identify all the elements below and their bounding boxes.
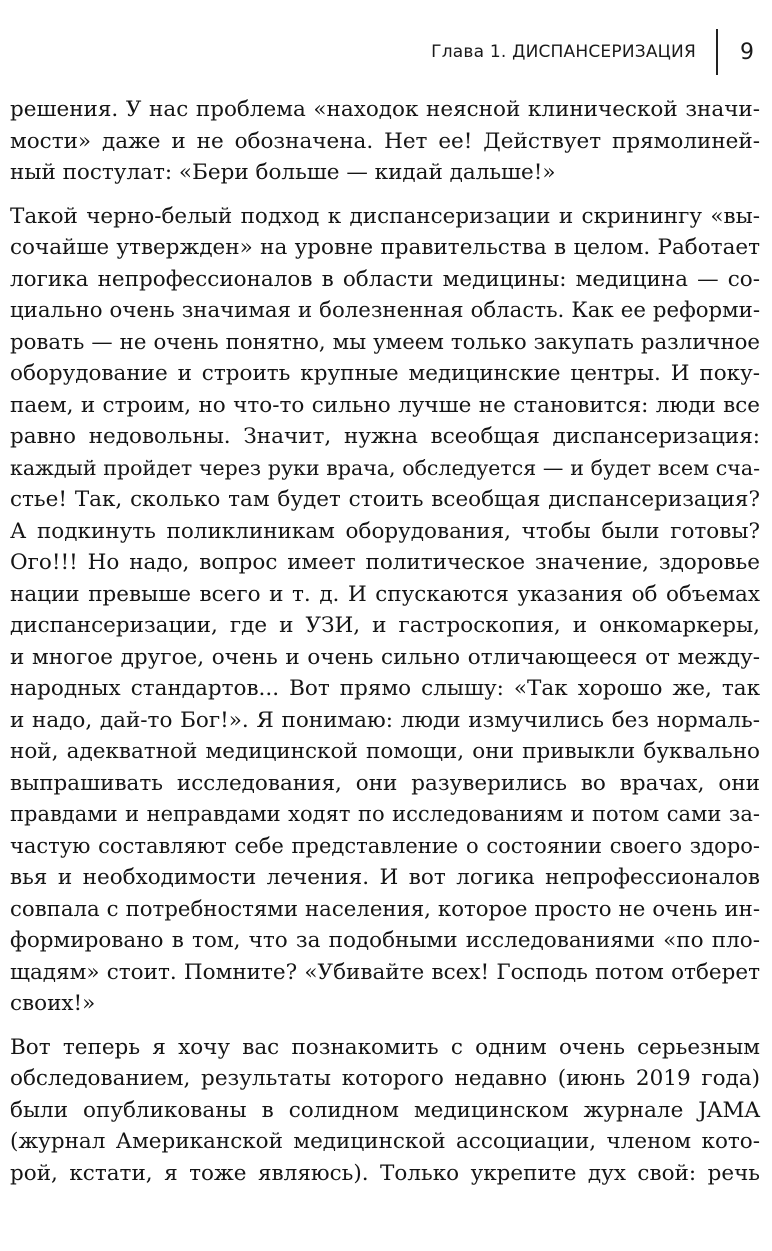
text-line: и многое другое, очень и очень сильно отличающееся от между-: [10, 644, 760, 670]
text-line: каждый пройдет через руки врача, обследуется — и будет всем сча-: [10, 455, 760, 480]
text-line: правдами и неправдами ходят по исследованиям и потом сами за-: [10, 802, 760, 826]
text-line: обследованием, результаты которого недавно (июнь 2019 года): [10, 1066, 760, 1091]
text-line: сочайше утвержден» на уровне правительства в целом. Работает: [10, 235, 760, 260]
text-line: нации превыше всего и т. д. И спускаются указания об объемах: [10, 581, 760, 607]
text-line: Ого!!! Но надо, вопрос имеет политическое значение, здоровье: [10, 550, 760, 575]
text-line: А подкинуть поликлиникам оборудования, чтобы были готовы?: [10, 518, 760, 544]
text-line: вья и необходимости лечения. И вот логика непрофессионалов: [10, 865, 760, 890]
text-line: логика непрофессионалов в области медицины: медицина — со-: [10, 266, 760, 292]
text-line: циально очень значимая и болезненная область. Как ее реформи-: [10, 298, 760, 323]
text-line: оборудование и строить крупные медицинские центры. И поку-: [10, 361, 760, 386]
text-line: Вот теперь я хочу вас познакомить с одним очень серьезным: [10, 1034, 760, 1060]
text-line: равно недовольны. Значит, нужна всеобщая диспансеризация:: [10, 424, 760, 449]
text-line: выпрашивать исследования, они разуверились во врачах, они: [10, 770, 760, 796]
chapter-title: Глава 1. ДИСПАНСЕРИЗАЦИЯ: [431, 42, 696, 62]
text-line: ной, адекватной медицинской помощи, они привыкли буквально: [10, 739, 760, 764]
text-line: диспансеризации, где и УЗИ, и гастроскопия, и онкомаркеры,: [10, 613, 760, 638]
text-line: решения. У нас проблема «находок неясной клинической значи-: [10, 97, 760, 122]
paragraph: [10, 94, 760, 189]
text-line: щадям» стоит. Помните? «Убивайте всех! Господь потом отберет: [10, 959, 760, 985]
text-line: совпала с потребностями населения, которое просто не очень ин-: [10, 896, 760, 922]
text-line: Такой черно-белый подход к диспансеризации и скринингу «вы-: [10, 203, 760, 229]
text-line: своих!»: [10, 991, 96, 1016]
text-line: ный постулат: «Бери больше — кидай дальше!»: [10, 160, 556, 185]
running-header: [431, 34, 756, 70]
text-line: рой, кстати, я тоже являюсь). Только укрепите дух свой: речь: [10, 1160, 760, 1186]
text-line: формировано в том, что за подобными исследованиями «по пло-: [10, 928, 760, 953]
text-line: частую составляют себе представление о состоянии своего здоро-: [10, 833, 760, 858]
text-line: (журнал Американской медицинской ассоциации, членом кото-: [10, 1129, 760, 1154]
text-line: народных стандартов... Вот прямо слышу: «Так хорошо же, так: [10, 676, 760, 701]
text-line: ровать — не очень понятно, мы умеем только закупать различное: [10, 329, 760, 355]
text-line: паем, и строим, но что-то сильно лучше не становится: люди все: [10, 392, 760, 418]
page-number: 9: [740, 39, 754, 65]
paragraph: [10, 201, 760, 1020]
body-text: [10, 94, 760, 1189]
text-line: стье! Так, сколько там будет стоить всеобщая диспансеризация?: [10, 487, 760, 512]
text-line: мости» даже и не обозначена. Нет ее! Действует прямолиней-: [10, 128, 760, 154]
text-line: и надо, дай-то Бог!». Я понимаю: люди измучились без нормаль-: [10, 707, 760, 733]
header-divider: [716, 29, 718, 75]
paragraph: [10, 1032, 760, 1190]
text-line: были опубликованы в солидном медицинском журнале JAMA: [10, 1097, 760, 1123]
